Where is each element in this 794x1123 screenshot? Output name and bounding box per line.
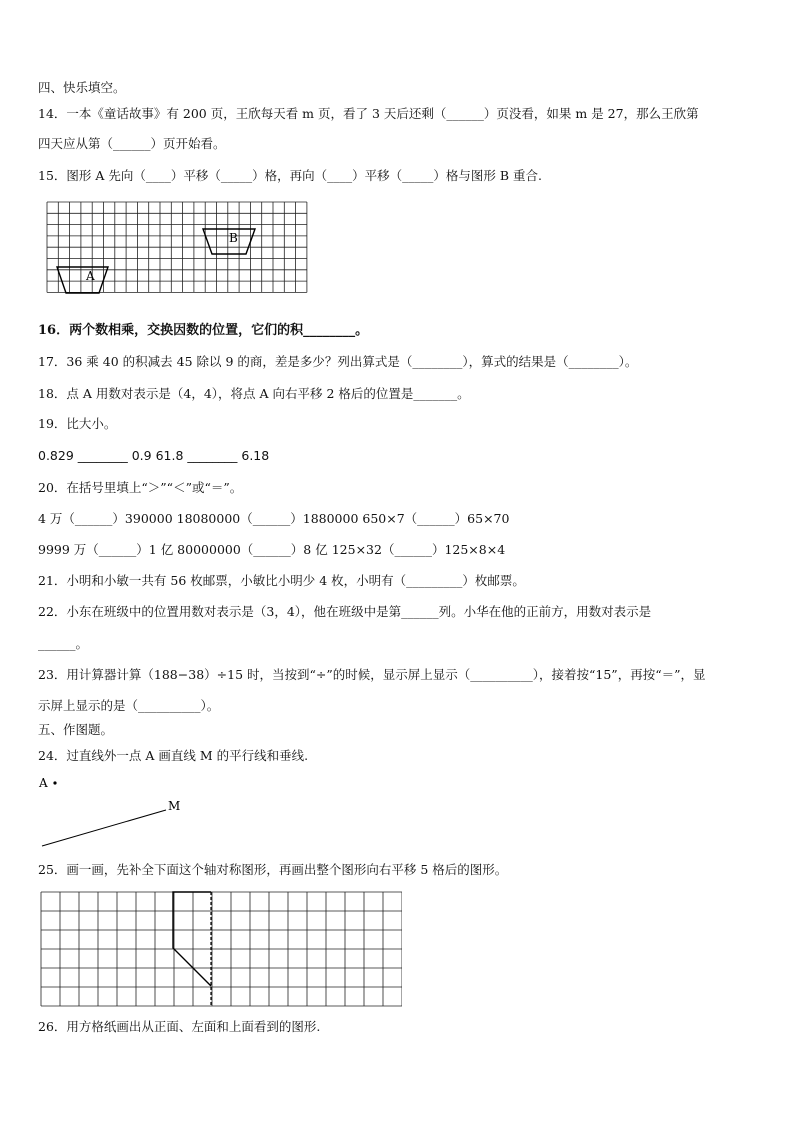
q25-text: 25．画一画，先补全下面这个轴对称图形，再画出整个图形向右平移 5 格后的图形。: [38, 862, 508, 877]
shape-a: [57, 267, 108, 293]
q23-line2: 示屏上显示的是（__________）。: [38, 698, 220, 713]
symmetry-grid: [40, 891, 402, 1007]
q22-line1: 22．小东在班级中的位置用数对表示是（3，4），他在班级中是第______列。小华在他的正前方，用数对表示是: [38, 604, 652, 619]
q24-text: 24．过直线外一点 A 画直线 M 的平行线和垂线.: [38, 748, 309, 763]
q17-text: 17．36 乘 40 的积减去 45 除以 9 的商，差是多少？列出算式是（________），算式的结果是（________）。: [38, 354, 638, 369]
q19-text: 19．比大小。: [38, 416, 117, 431]
q23-line1: 23．用计算器计算（188−38）÷15 时，当按到“÷”的时候，显示屏上显示（__________），接着按“15”，再按“＝”，显: [38, 667, 706, 682]
q21-text: 21．小明和小敏一共有 56 枚邮票，小敏比小明少 4 枚，小明有（_________）枚邮票。: [38, 573, 525, 588]
shape-a-label: A: [86, 269, 95, 283]
line-m: [42, 810, 166, 846]
q20-row1: 4 万（______）390000 18080000（______）1880000 650×7（______）65×70: [38, 511, 510, 526]
q14-line1: 14．一本《童话故事》有 200 页，王欣每天看 m 页，看了 3 天后还剩（______）页没看，如果 m 是 27，那么王欣第: [38, 106, 699, 121]
q22-line2: ______。: [38, 636, 89, 651]
point-a-label: A: [39, 776, 48, 790]
q18-text: 18．点 A 用数对表示是（4，4），将点 A 向右平移 2 格后的位置是_______。: [38, 386, 470, 401]
q19-compare: 0.829 ________ 0.9 61.8 ________ 6.18: [38, 448, 270, 463]
section-draw-heading: 五、作图题。: [38, 722, 114, 737]
translation-grid: [46, 201, 309, 307]
point-a: [53, 781, 56, 784]
q26-text: 26．用方格纸画出从正面、左面和上面看到的图形.: [38, 1019, 321, 1034]
q14-line2: 四天应从第（______）页开始看。: [38, 136, 226, 151]
q20-text: 20．在括号里填上“＞”“＜”或“＝”。: [38, 480, 243, 495]
q15-text: 15．图形 A 先向（____）平移（_____）格，再向（____）平移（_____）格与图形 B 重合.: [38, 168, 542, 183]
q16-text: 16．两个数相乘，交换因数的位置，它们的积________。: [38, 323, 369, 338]
half-shape: [173, 892, 211, 986]
q20-row2: 9999 万（______）1 亿 80000000（______）8 亿 125×32（______）125×8×4: [38, 542, 506, 557]
parallel-figure: [36, 770, 196, 850]
line-m-label: M: [168, 799, 181, 813]
shape-b-label: B: [229, 231, 238, 245]
section-fill-heading: 四、快乐填空。: [38, 80, 126, 95]
